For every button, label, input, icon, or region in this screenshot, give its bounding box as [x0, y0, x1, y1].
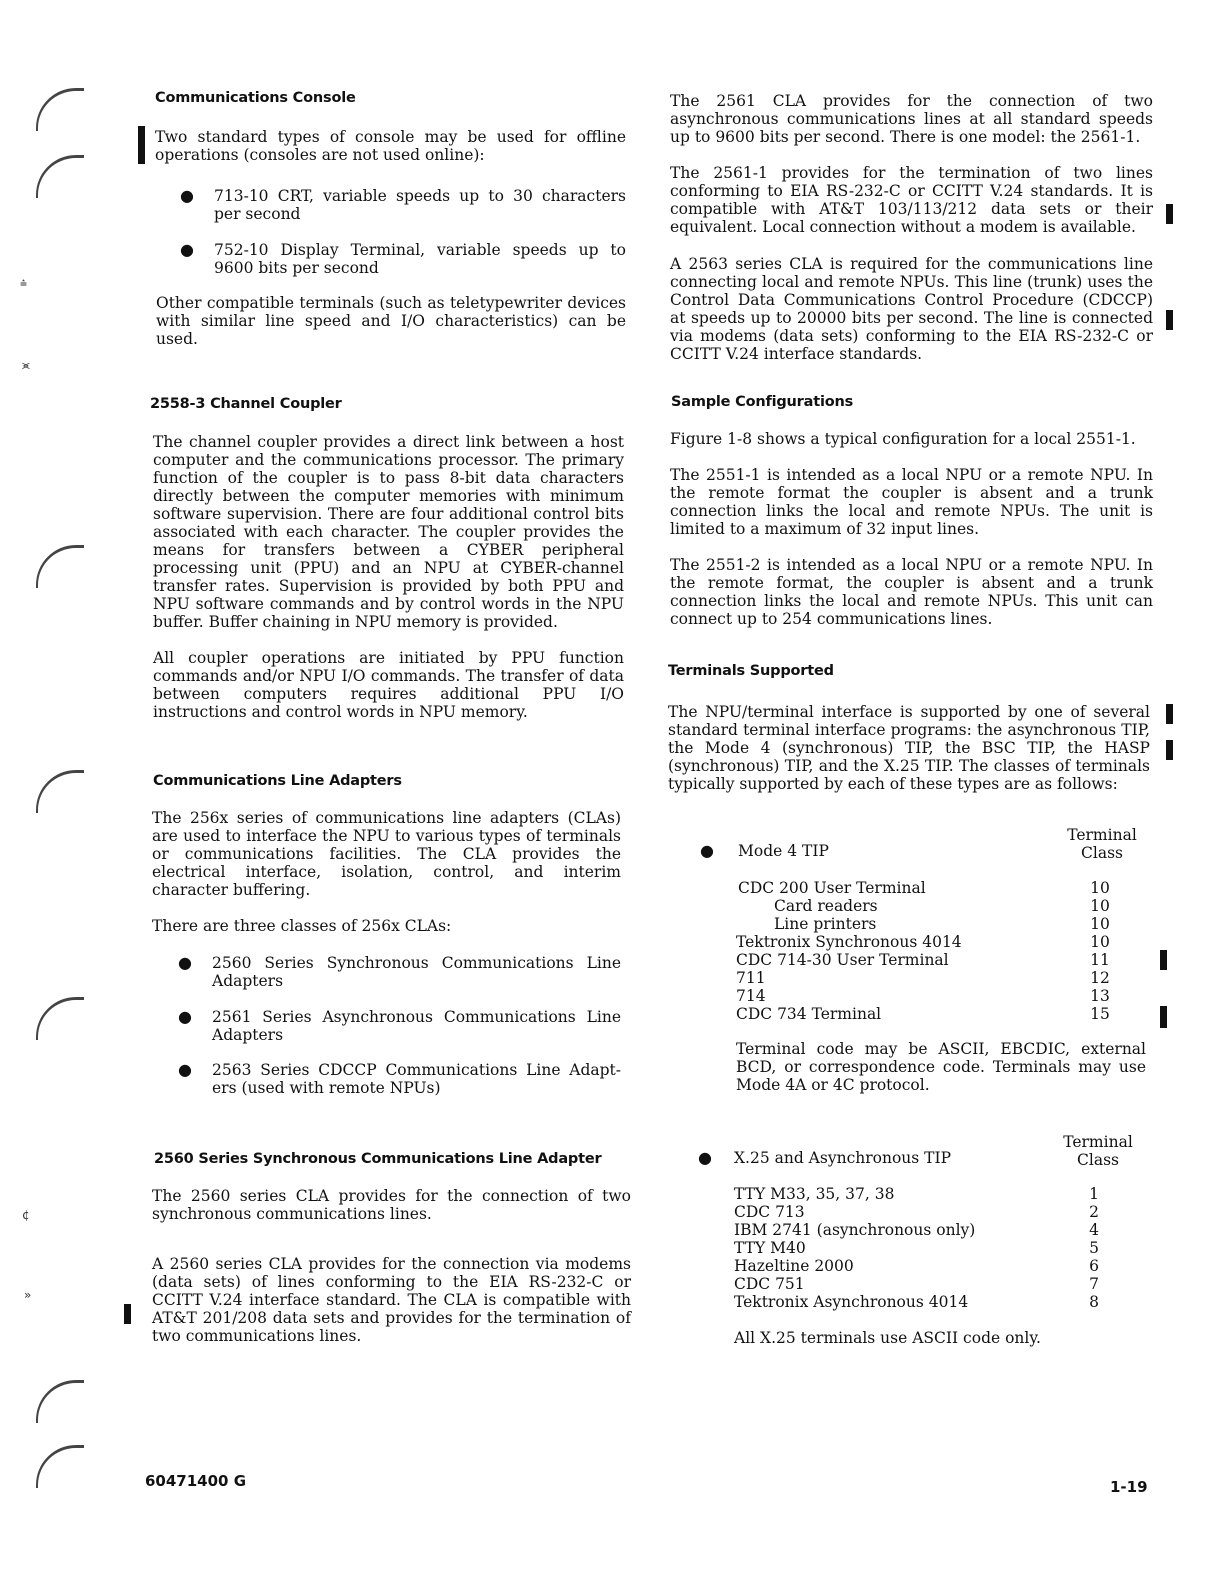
binder-hole-mark	[36, 1445, 84, 1488]
section-heading: Sample Configurations	[671, 394, 854, 410]
paragraph: All X.25 terminals use ASCII code only.	[734, 1329, 1041, 1347]
binder-hole-mark	[36, 155, 84, 198]
section-heading: Communications Line Adapters	[153, 773, 402, 789]
terminal-name: TTY M40	[734, 1239, 806, 1257]
scan-speck: ¢	[22, 1208, 30, 1222]
binder-hole-mark	[36, 1380, 84, 1423]
document-number: 60471400 G	[145, 1472, 247, 1490]
paragraph: A 2563 series CLA is required for the communications line connecting local and remote NPUs. This line (trunk) uses the Control Data Communications Control Procedure (CDCCP) at speeds up to 20000 bits per second. The line is connected via modems (data sets) conforming to the EIA RS-232-C or CCITT V.24 interface standards.	[670, 255, 1153, 363]
bullet-dot: ●	[698, 1148, 712, 1167]
terminal-class: 5	[1089, 1239, 1099, 1257]
paragraph: Two standard types of console may be used for offline operations (consoles are not used online):	[155, 128, 626, 164]
paragraph: The 2561-1 provides for the termination of two lines conforming to EIA RS-232-C or CCITT V.24 standards. It is compatible with AT&T 103/113/212 data sets or their equivalent. Local connection without a modem is available.	[670, 164, 1153, 236]
terminal-class: 1	[1089, 1185, 1099, 1203]
terminal-name: Hazeltine 2000	[734, 1257, 854, 1275]
terminal-class: 8	[1089, 1293, 1099, 1311]
bullet-dot: ●	[180, 186, 194, 205]
terminal-class: 10	[1090, 879, 1110, 897]
terminal-name: CDC 714-30 User Terminal	[736, 951, 949, 969]
terminal-name: TTY M33, 35, 37, 38	[734, 1185, 895, 1203]
terminal-name: 711	[736, 969, 766, 987]
terminal-class: 4	[1089, 1221, 1099, 1239]
terminal-class: 13	[1090, 987, 1110, 1005]
bullet-dot: ●	[700, 841, 714, 860]
binder-hole-mark	[36, 770, 84, 813]
paragraph: The 2561 CLA provides for the connection of two asynchronous communications lines at all standard speeds up to 9600 bits per second. There is one model: the 2561-1.	[670, 92, 1153, 146]
section-heading: Terminals Supported	[668, 663, 834, 679]
terminal-name: CDC 734 Terminal	[736, 1005, 882, 1023]
bullet-dot: ●	[178, 953, 192, 972]
paragraph: The NPU/terminal interface is supported by one of several standard terminal interface programs: the asynchronous TIP, the Mode 4 (synchronous) TIP, the BSC TIP, the HASP (synchronous) TIP, and the X.25 TIP. The classes of terminals typically supported by each of these types are as follows:	[668, 703, 1150, 793]
terminal-class: 7	[1089, 1275, 1099, 1293]
section-heading: 2560 Series Synchronous Communications Line Adapter	[154, 1151, 602, 1167]
terminal-name: CDC 751	[734, 1275, 805, 1293]
tip-title: Mode 4 TIP	[738, 842, 829, 860]
section-heading: 2558-3 Channel Coupler	[150, 396, 342, 412]
header-line: Class	[1081, 844, 1123, 862]
terminal-class: 2	[1089, 1203, 1099, 1221]
binder-hole-mark	[36, 997, 84, 1040]
bullet-text: 2563 Series CDCCP Communications Line Adapt-ers (used with remote NPUs)	[212, 1061, 621, 1097]
terminal-name: IBM 2741 (asynchronous only)	[734, 1221, 976, 1239]
bullet-dot: ●	[178, 1060, 192, 1079]
bullet-text: 2560 Series Synchronous Communications Line Adapters	[212, 954, 621, 990]
header-line: Class	[1077, 1151, 1119, 1169]
bullet-text: 2561 Series Asynchronous Communications Line Adapters	[212, 1008, 621, 1044]
tip-title: X.25 and Asynchronous TIP	[734, 1149, 952, 1167]
terminal-name: Tektronix Asynchronous 4014	[734, 1293, 969, 1311]
change-bar	[1160, 950, 1167, 970]
terminal-name: 714	[736, 987, 766, 1005]
bullet-text: 713-10 CRT, variable speeds up to 30 characters per second	[214, 187, 626, 223]
paragraph: Terminal code may be ASCII, EBCDIC, external BCD, or correspondence code. Terminals may use Mode 4A or 4C protocol.	[736, 1040, 1146, 1094]
paragraph: The 2551-1 is intended as a local NPU or a remote NPU. In the remote format the coupler is absent and a trunk connection links the local and remote NPUs. The unit is limited to a maximum of 32 input lines.	[670, 466, 1153, 538]
terminal-class: 15	[1090, 1005, 1110, 1023]
paragraph: Figure 1-8 shows a typical configuration for a local 2551-1.	[670, 430, 1136, 448]
terminal-class: 10	[1090, 915, 1110, 933]
terminal-class: 11	[1090, 951, 1110, 969]
paragraph: All coupler operations are initiated by PPU function commands and/or NPU I/O commands. The transfer of data between computers requires additional PPU I/O instructions and control words in NPU memory.	[153, 649, 624, 721]
change-bar	[138, 126, 145, 164]
terminal-name: CDC 713	[734, 1203, 805, 1221]
paragraph: Other compatible terminals (such as teletypewriter devices with similar line speed and I/O characteristics) can be used.	[156, 294, 626, 348]
binder-hole-mark	[36, 88, 84, 131]
terminal-class: 10	[1090, 897, 1110, 915]
bullet-dot: ●	[178, 1007, 192, 1026]
terminal-name: CDC 200 User Terminal	[738, 879, 926, 897]
terminal-name: Line printers	[774, 915, 877, 933]
binder-hole-mark	[36, 545, 84, 588]
paragraph: The channel coupler provides a direct link between a host computer and the communications processor. The primary function of the coupler is to pass 8-bit data characters directly between the computer memories with minimum software supervision. There are four additional control bits associated with each character. The coupler provides the means for transfers between a CYBER peripheral processing unit (PPU) and an NPU at CYBER-channel transfer rates. Supervision is provided by both PPU and NPU software commands and by control words in the NPU buffer. Buffer chaining in NPU memory is provided.	[153, 433, 624, 631]
change-bar	[1166, 740, 1173, 760]
paragraph: The 256x series of communications line adapters (CLAs) are used to interface the NPU to various types of terminals or communications facilities. The CLA provides the electrical interface, isolation, control, and interim character buffering.	[152, 809, 621, 899]
change-bar	[1166, 704, 1173, 724]
change-bar	[1166, 204, 1173, 224]
scan-speck: ⩮	[20, 276, 28, 290]
paragraph: The 2551-2 is intended as a local NPU or a remote NPU. In the remote format, the coupler is absent and a trunk connection links the local and remote NPUs. This unit can connect up to 254 communications lines.	[670, 556, 1153, 628]
bullet-text: 752-10 Display Terminal, variable speeds up to 9600 bits per second	[214, 241, 626, 277]
paragraph: A 2560 series CLA provides for the connection via modems (data sets) of lines conforming to the EIA RS-232-C or CCITT V.24 interface standard. The CLA is compatible with AT&T 201/208 data sets and provides for the termination of two communications lines.	[152, 1255, 631, 1345]
page-number: 1-19	[1110, 1478, 1148, 1496]
header-line: Terminal	[1067, 826, 1137, 844]
terminal-name: Tektronix Synchronous 4014	[736, 933, 962, 951]
scan-speck: »	[24, 1288, 32, 1302]
bullet-dot: ●	[180, 240, 194, 259]
section-heading: Communications Console	[155, 90, 356, 106]
change-bar	[124, 1304, 131, 1324]
paragraph: The 2560 series CLA provides for the connection of two synchronous communications lines.	[152, 1187, 631, 1223]
scan-speck: ⪤	[22, 358, 30, 372]
paragraph: There are three classes of 256x CLAs:	[152, 917, 452, 935]
change-bar	[1166, 310, 1173, 330]
terminal-class: 6	[1089, 1257, 1099, 1275]
terminal-name: Card readers	[774, 897, 878, 915]
terminal-class: 12	[1090, 969, 1110, 987]
header-line: Terminal	[1063, 1133, 1133, 1151]
change-bar	[1160, 1006, 1167, 1028]
terminal-class: 10	[1090, 933, 1110, 951]
